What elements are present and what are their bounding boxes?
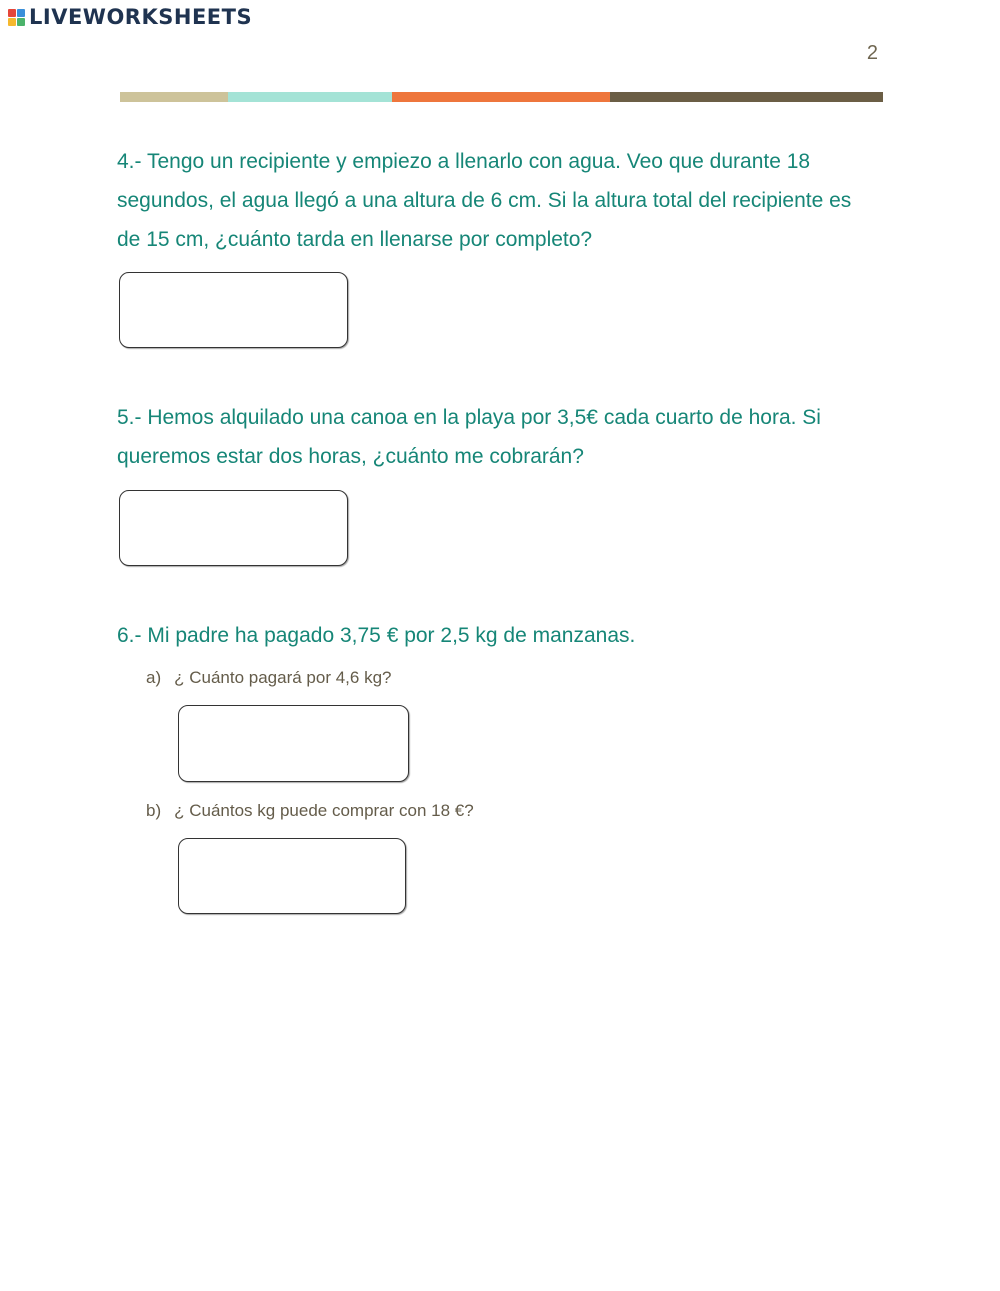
logo-text: LIVEWORKSHEETS xyxy=(29,5,253,29)
question-5-text: 5.- Hemos alquilado una canoa en la playa por 3,5€ cada cuarto de hora. Si queremos estar dos horas, ¿cuánto me cobrarán? xyxy=(117,406,821,468)
logo-square-yellow xyxy=(8,18,16,26)
color-bar-segment-1 xyxy=(120,92,228,102)
answer-box-question-6a[interactable] xyxy=(178,705,409,782)
answer-box-question-4[interactable] xyxy=(119,272,348,348)
logo-square-green xyxy=(17,18,25,26)
sub-question-6b xyxy=(146,801,474,821)
answer-box-question-6b[interactable] xyxy=(178,838,406,914)
logo-squares-icon xyxy=(8,9,25,26)
color-bar-segment-3 xyxy=(392,92,610,102)
logo-square-red xyxy=(8,9,16,17)
sub-question-6b-text: ¿ Cuántos kg puede comprar con 18 €? xyxy=(174,801,474,820)
logo xyxy=(8,6,252,28)
sub-question-6b-letter: b) xyxy=(146,801,162,820)
answer-box-question-5[interactable] xyxy=(119,490,348,566)
color-bar xyxy=(120,92,883,102)
question-4-text: 4.- Tengo un recipiente y empiezo a llenarlo con agua. Veo que durante 18 segundos, el agua llegó a una altura de 6 cm. Si la altura total del recipiente es de 15 cm, ¿cuánto tarda en llenarse por completo? xyxy=(117,150,852,251)
sub-question-6a-letter: a) xyxy=(146,668,162,687)
logo-square-blue xyxy=(17,9,25,17)
sub-question-6a xyxy=(146,668,392,688)
page-number: 2 xyxy=(866,42,878,64)
color-bar-segment-4 xyxy=(610,92,883,102)
question-6-text: 6.- Mi padre ha pagado 3,75 € por 2,5 kg de manzanas. xyxy=(117,624,636,647)
sub-question-6a-text: ¿ Cuánto pagará por 4,6 kg? xyxy=(174,668,392,687)
color-bar-segment-2 xyxy=(228,92,392,102)
